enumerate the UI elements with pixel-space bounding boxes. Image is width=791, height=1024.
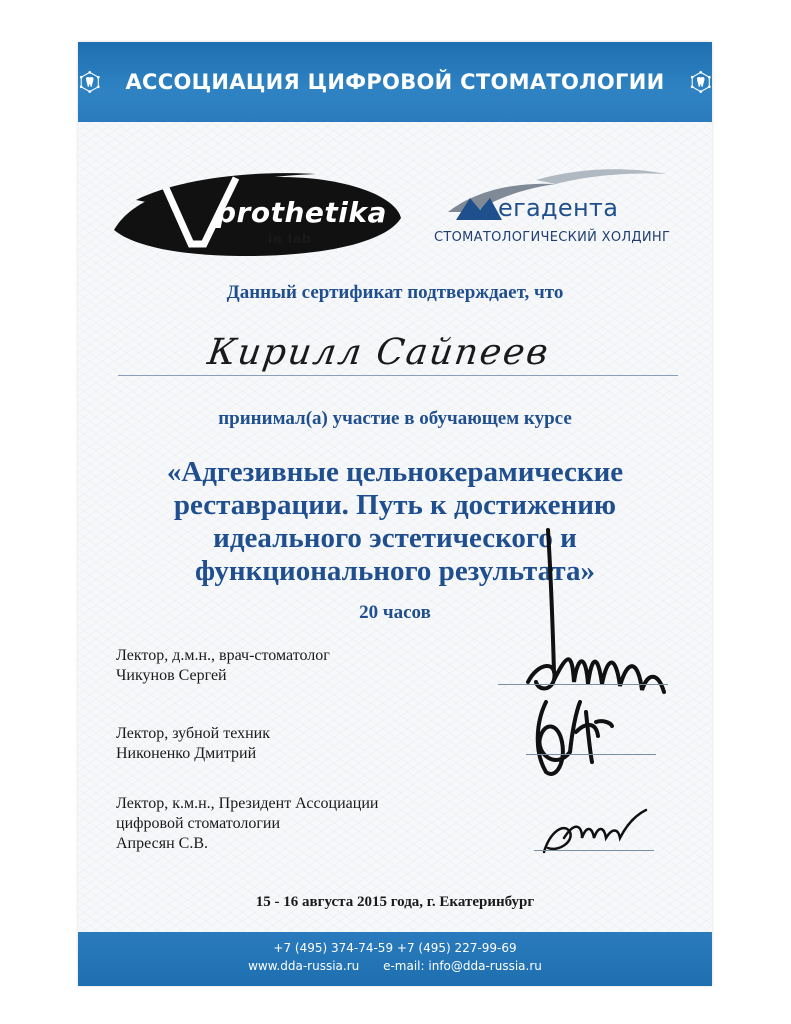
partner-logos [78,150,712,290]
lecturer-role: Лектор, зубной техник [116,725,271,742]
event-date-place: 15 - 16 августа 2015 года, г. Екатеринбург [255,894,535,910]
org-title: АССОЦИАЦИЯ ЦИФРОВОЙ СТОМАТОЛОГИИ [125,70,665,94]
footer-email[interactable]: e-mail: info@dda-russia.ru [383,959,542,973]
footer-contacts [78,959,712,973]
lecturer-2 [116,724,270,764]
recipient-underline [118,375,678,376]
signature-line [526,754,656,755]
megadenta-name: егадента [498,194,619,222]
signature-3 [534,802,654,862]
signature-line [534,850,654,851]
lecturer-name: Апресян С.В. [116,835,208,852]
lecturer-role: Лектор, к.м.н., Президент Ассоциации [116,795,379,812]
prothetika-sub: in lab [268,232,312,246]
course-title: «Адгезивные цельнокерамические реставрации. Путь к достижению идеального эстетического и функционального результата» [166,456,624,587]
course-hours: 20 часов [359,602,431,623]
megadenta-sub: СТОМАТОЛОГИЧЕСКИЙ ХОЛДИНГ [434,230,671,245]
certificate-sheet [78,42,712,986]
footer-website[interactable]: www.dda-russia.ru [248,959,360,973]
lecturer-name: Никоненко Дмитрий [116,745,257,762]
recipient-name: Кирилл Сайпеев [205,332,553,373]
footer-phones: +7 (495) 374-74-59 +7 (495) 227-99-69 [273,941,517,955]
signature-2 [526,692,616,782]
footer-band [78,932,712,986]
prothetika-name: prothetika [216,196,387,229]
participation-text: принимал(а) участие в обучающем курсе [218,408,572,429]
tooth-hexagon-icon [689,60,713,104]
lecturer-name: Чикунов Сергей [116,667,227,684]
confirm-text: Данный сертификат подтверждает, что [226,282,564,303]
lecturer-role: Лектор, д.м.н., врач-стоматолог [116,647,330,664]
header-band [78,42,712,122]
lecturer-3 [116,794,378,854]
signature-line [498,684,668,685]
lecturer-1 [116,646,330,686]
tooth-hexagon-icon [78,60,102,104]
lecturer-role-2: цифровой стоматологии [116,815,281,832]
